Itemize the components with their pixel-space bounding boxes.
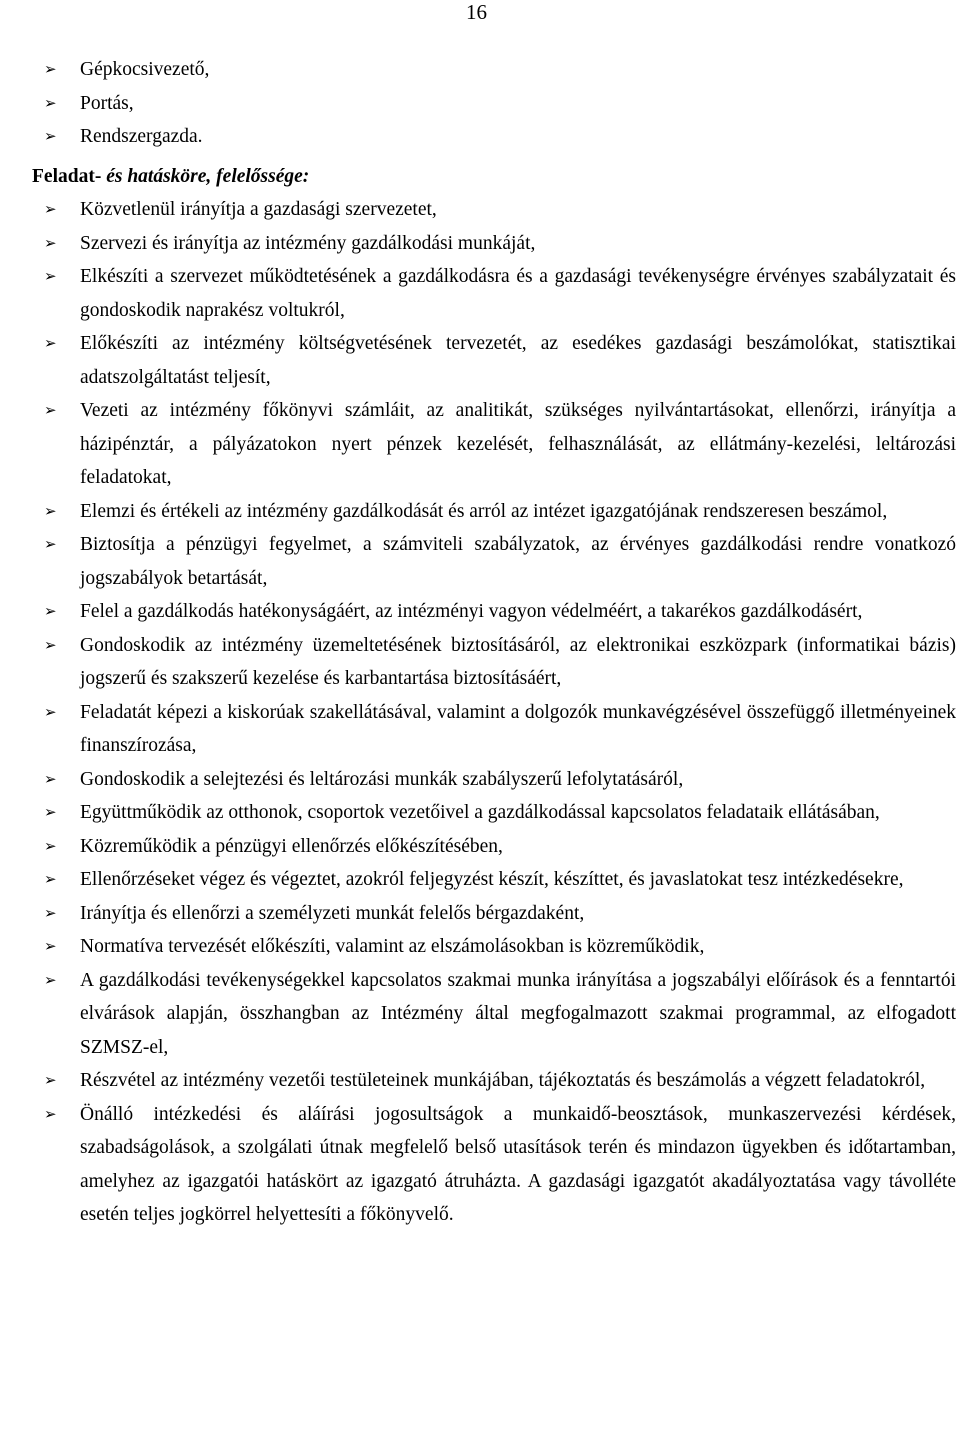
list-item: ➢ Gondoskodik az intézmény üzemeltetésének biztosításáról, az elektronikai eszközpark (informatikai bázis) jogszerű és szakszerű kezelése és karbantartása biztosításáért, (32, 629, 956, 696)
arrowhead-bullet-icon: ➢ (44, 127, 57, 145)
duties-list (32, 193, 956, 1232)
list-item: ➢ Közreműködik a pénzügyi ellenőrzés előkészítésében, (32, 830, 956, 864)
list-item: ➢ Vezeti az intézmény főkönyvi számláit, az analitikát, szükséges nyilvántartásokat, ellenőrzi, irányítja a házipénztár, a pályázatokon nyert pénzek kezelését, felhasználását, az ellátmány-kezelési, leltározási feladatokat, (32, 394, 956, 495)
arrowhead-bullet-icon: ➢ (44, 635, 57, 654)
arrowhead-bullet-icon: ➢ (44, 501, 57, 520)
list-item: ➢ Biztosítja a pénzügyi fegyelmet, a számviteli szabályzatok, az érvényes gazdálkodási rendre vonatkozó jogszabályok betartását, (32, 528, 956, 595)
list-item: ➢ Felel a gazdálkodás hatékonyságáért, az intézményi vagyon védelméért, a takarékos gazdálkodásért, (32, 595, 956, 629)
list-item: ➢ Együttműködik az otthonok, csoportok vezetőivel a gazdálkodással kapcsolatos feladataik ellátásában, (32, 796, 956, 830)
arrowhead-bullet-icon: ➢ (44, 836, 57, 855)
arrowhead-bullet-icon: ➢ (44, 602, 57, 620)
arrowhead-bullet-icon: ➢ (44, 903, 57, 922)
arrowhead-bullet-icon: ➢ (44, 937, 57, 955)
document-body (32, 53, 956, 1232)
list-item: ➢ Gondoskodik a selejtezési és leltározási munkák szabályszerű lefolytatásáról, (32, 763, 956, 797)
list-item: ➢ Feladatát képezi a kiskorúak szakellátásával, valamint a dolgozók munkavégzésével összefüggő illetményeinek finanszírozása, (32, 696, 956, 763)
list-item: ➢ Ellenőrzéseket végez és végeztet, azokról feljegyzést készít, készíttet, és javaslatokat tesz intézkedésekre, (32, 863, 956, 897)
arrowhead-bullet-icon: ➢ (44, 60, 57, 78)
heading-bold: Feladat- (32, 165, 102, 187)
arrowhead-bullet-icon: ➢ (44, 803, 57, 821)
arrowhead-bullet-icon: ➢ (44, 334, 57, 352)
list-item: ➢ Előkészíti az intézmény költségvetésének tervezetét, az esedékes gazdasági beszámolókat, statisztikai adatszolgáltatást teljesít, (32, 327, 956, 394)
arrowhead-bullet-icon: ➢ (44, 870, 57, 888)
list-item: ➢ Irányítja és ellenőrzi a személyzeti munkát felelős bérgazdaként, (32, 897, 956, 931)
list-item: ➢ Normatíva tervezését előkészíti, valamint az elszámolásokban is közreműködik, (32, 930, 956, 964)
arrowhead-bullet-icon: ➢ (44, 970, 57, 989)
list-item: ➢ Gépkocsivezető, (32, 53, 956, 87)
arrowhead-bullet-icon: ➢ (44, 401, 57, 419)
list-item: ➢ Közvetlenül irányítja a gazdasági szervezetet, (32, 193, 956, 227)
arrowhead-bullet-icon: ➢ (44, 535, 57, 553)
page-number: 16 (466, 0, 487, 24)
arrowhead-bullet-icon: ➢ (44, 1071, 57, 1089)
list-item: ➢ Portás, (32, 87, 956, 121)
list-item: ➢ Rendszergazda. (32, 120, 956, 154)
section-heading (32, 160, 956, 194)
list-item: ➢ Önálló intézkedési és aláírási jogosultságok a munkaidő-beosztások, munkaszervezési kérdések, szabadságolások, a szolgálati útnak megfelelő belső utasítások terén és mindazon ügyekben és időtartamban, amelyhez az igazgatói hatáskört az igazgató átruházta. A gazdasági igazgatót akadályoztatása vagy távolléte esetén teljes jogkörrel helyettesíti a főkönyvelő. (32, 1098, 956, 1232)
arrowhead-bullet-icon: ➢ (44, 769, 57, 788)
list-item: ➢ Elemzi és értékeli az intézmény gazdálkodását és arról az intézet igazgatójának rendszeresen beszámol, (32, 495, 956, 529)
arrowhead-bullet-icon: ➢ (44, 233, 57, 252)
list-item: ➢ Szervezi és irányítja az intézmény gazdálkodási munkáját, (32, 227, 956, 261)
heading-italic: és hatásköre, felelőssége: (101, 165, 310, 187)
arrowhead-bullet-icon: ➢ (44, 267, 57, 285)
list-item: ➢ Részvétel az intézmény vezetői testületeinek munkájában, tájékoztatás és beszámolás a végzett feladatokról, (32, 1064, 956, 1098)
arrowhead-bullet-icon: ➢ (44, 702, 57, 721)
list-item: ➢ Elkészíti a szervezet működtetésének a gazdálkodásra és a gazdasági tevékenységre érvényes szabályzatait és gondoskodik naprakész voltukról, (32, 260, 956, 327)
arrowhead-bullet-icon: ➢ (44, 1104, 57, 1123)
intro-list (32, 53, 956, 154)
list-item: ➢ A gazdálkodási tevékenységekkel kapcsolatos szakmai munka irányítása a jogszabályi előírások és a fenntartói elvárások alapján, összhangban az Intézmény által megfogalmazott szakmai programmal, az elfogadott SZMSZ-el, (32, 964, 956, 1065)
arrowhead-bullet-icon: ➢ (44, 200, 57, 218)
arrowhead-bullet-icon: ➢ (44, 93, 57, 112)
